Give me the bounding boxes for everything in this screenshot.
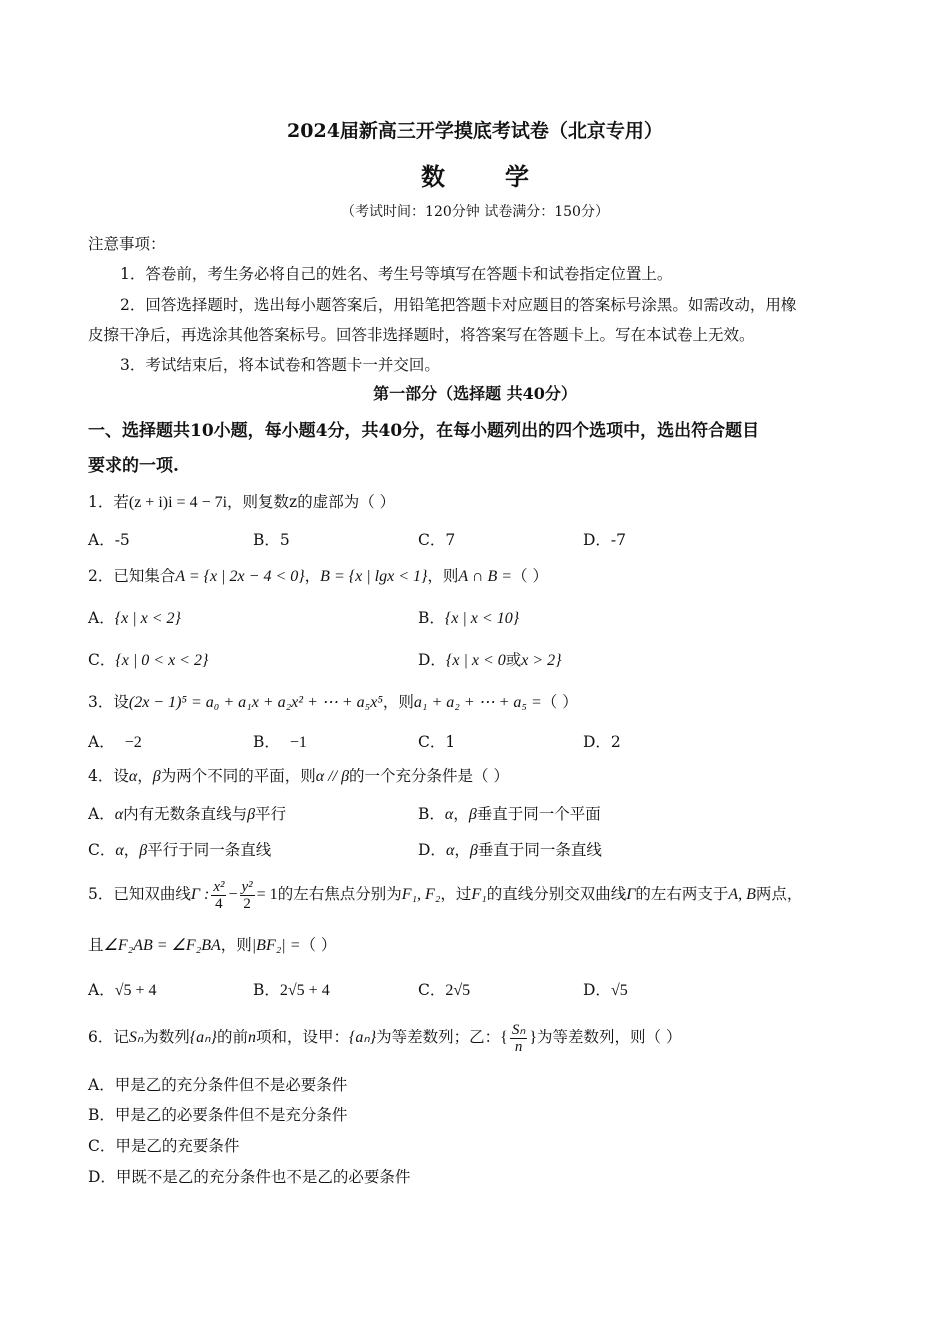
q3-tail: （ ） [541, 693, 578, 711]
q6-frac-den: n [514, 1038, 523, 1055]
note-2-line-1: 2．回答选择题时，选出每小题答案后，用铅笔把答题卡对应题目的答案标号涂黑。如需改动，用橡 [120, 296, 797, 314]
q4-option-b [418, 802, 601, 824]
q4-option-b-beta: β [468, 806, 477, 823]
q4-option-b-alpha: α [444, 806, 454, 823]
q4-option-a-text1: 内有无数条直线与 [123, 805, 248, 823]
q6-fraction [510, 1022, 527, 1055]
q6-prefix: 6．记 [88, 1028, 129, 1046]
q1-option-b: B．5 [253, 531, 290, 549]
q6-option-d: D．甲既不是乙的充分条件也不是乙的必要条件 [88, 1168, 411, 1186]
q4-comma: ， [137, 767, 153, 785]
q3-prefix: 3．设 [88, 693, 129, 711]
q5-option-c-label: C． [418, 981, 446, 999]
q3-option-a [88, 730, 142, 752]
q5-option-c [418, 978, 470, 1000]
q1-prefix: 1．若 [88, 493, 129, 511]
q3-option-a-label: A． [88, 733, 115, 751]
question-4 [88, 764, 509, 786]
q4-option-c-text: 平行于同一条直线 [147, 841, 272, 859]
q6-an2: {aₙ} [348, 1029, 377, 1046]
q2-option-c [88, 648, 208, 670]
q2-prefix: 2．已知集合 [88, 567, 176, 585]
question-1 [88, 490, 395, 512]
q2-tail: （ ） [512, 567, 548, 585]
q4-prefix: 4．设 [88, 767, 129, 785]
q5-option-a-value: √5 + 4 [114, 982, 157, 999]
q4-option-a-text2: 平行 [255, 805, 287, 823]
q4-option-b-text: 垂直于同一个平面 [476, 805, 601, 823]
q4-option-c-alpha: α [115, 842, 124, 859]
q5-text4: 的左右两支于 [635, 885, 729, 903]
q3-option-b [253, 730, 307, 752]
q5-option-b-label: B． [253, 981, 280, 999]
q4-option-d-text: 垂直于同一条直线 [477, 841, 602, 859]
q2-option-d-part1: {x | x < 0 [445, 652, 506, 669]
q1-option-c: C．7 [418, 531, 456, 549]
q5-option-c-value: 2√5 [445, 982, 471, 999]
q4-alpha: α [128, 768, 138, 785]
question-5 [88, 876, 802, 913]
q4-option-a [88, 802, 286, 824]
q5-ab: A, B [728, 886, 756, 903]
question-2 [88, 564, 548, 586]
q5-option-d-label: D． [583, 981, 611, 999]
q5-option-a-label: A． [88, 981, 115, 999]
q5-two: 2 [243, 895, 251, 912]
q5-line-2 [88, 933, 336, 955]
subject-heading: 数学 [421, 162, 589, 191]
q2-option-a-label: A． [88, 609, 115, 627]
q5-option-a [88, 978, 157, 1000]
q2-expression: A ∩ B = [458, 568, 513, 585]
q4-suffix: 的一个充分条件是（ ） [349, 767, 509, 785]
q4-option-c-beta: β [139, 842, 148, 859]
question-6 [88, 1018, 681, 1057]
q5-option-d-value: √5 [610, 982, 628, 999]
q5-foci: F₁, F₂ [401, 886, 441, 903]
q3-sum: a₁ + a₂ + ⋯ + a₅ = [413, 694, 542, 711]
q5-option-d [583, 978, 628, 1000]
section-instruction-1: 一、选择题共10小题，每小题4分，共40分，在每小题列出的四个选项中，选出符合题目 [88, 421, 760, 441]
q4-option-c-comma: ， [123, 841, 140, 859]
q4-option-a-alpha: α [114, 806, 124, 823]
q5-fraction-x [211, 879, 226, 912]
section-title: 第一部分（选择题 共40分） [373, 384, 577, 403]
q4-option-b-comma: ， [453, 805, 469, 823]
q5-fraction-y [240, 879, 255, 912]
q1-suffix: ，则复数z的虚部为（ ） [227, 493, 396, 511]
q4-option-a-beta: β [247, 806, 256, 823]
q6-text2: 的前 [216, 1028, 248, 1046]
q6-text5: 为等差数列，则（ ） [537, 1028, 682, 1046]
q4-option-c-label: C． [88, 841, 116, 859]
q5-four: 4 [215, 895, 223, 912]
q5-text5: 两点， [755, 885, 803, 903]
q5-text3: 的直线分别交双曲线 [486, 885, 627, 903]
note-2-line-2: 皮擦干净后，再选涂其他答案标号。回答非选择题时，将答案写在答题卡上。写在本试卷上无效。 [88, 326, 755, 344]
q4-option-d-comma: ， [454, 841, 470, 859]
q2-option-d-label: D． [418, 651, 446, 669]
q5-text1: 的左右焦点分别为 [277, 885, 402, 903]
q6-option-c: C．甲是乙的充要条件 [88, 1137, 240, 1155]
q4-option-d-alpha: α [445, 842, 455, 859]
q6-left-brace: { [500, 1029, 508, 1046]
q2-option-b [418, 606, 519, 628]
q5-minus: − [228, 886, 238, 903]
q3-option-a-value: −2 [124, 734, 142, 751]
q5-equals-one: = 1 [256, 886, 278, 903]
q6-text4: 为等差数列；乙： [376, 1028, 501, 1046]
q3-then: ，则 [382, 693, 414, 711]
exam-title: 2024届新高三开学摸底考试卷（北京专用） [287, 120, 663, 142]
q2-option-d-part2: x > 2} [521, 652, 562, 669]
q4-option-d-beta: β [469, 842, 478, 859]
q6-right-brace: } [529, 1029, 538, 1046]
q6-sn: Sₙ [128, 1029, 144, 1046]
q1-expression: (z + i)i = 4 − 7i [128, 494, 228, 511]
notes-heading: 注意事项： [88, 235, 166, 253]
q6-text1: 为数列 [143, 1028, 190, 1046]
q2-option-b-label: B． [418, 609, 445, 627]
q2-then: ，则 [427, 567, 459, 585]
q5-x2: x² [213, 878, 225, 895]
q6-text3: 项和，设甲： [255, 1028, 349, 1046]
q4-option-a-label: A． [88, 805, 115, 823]
section-instruction-2: 要求的一项. [88, 456, 179, 476]
q2-sep: ， [304, 567, 321, 585]
q4-beta: β [152, 768, 161, 785]
q3-expression: (2x − 1)⁵ = a₀ + a₁x + a₂x² + ⋯ + a₅x⁵ [128, 694, 383, 711]
q1-option-a: A．-5 [88, 531, 130, 549]
q4-option-c [88, 838, 271, 860]
q5-gamma: Γ : [190, 886, 210, 903]
q2-option-d-or: 或 [505, 651, 522, 669]
q5-y2: y² [241, 878, 253, 895]
q5-text2: ，过 [440, 885, 472, 903]
q5-f1: F₁ [471, 886, 487, 903]
q2-option-b-value: {x | x < 10} [444, 610, 520, 627]
note-1: 1．答卷前，考生务必将自己的姓名、考生号等填写在答题卡和试卷指定位置上。 [120, 265, 673, 283]
q6-an: {aₙ} [189, 1029, 217, 1046]
q5-line2-tail: （ ） [300, 936, 337, 954]
q2-option-d [418, 648, 562, 670]
q6-n: n [247, 1029, 256, 1046]
q4-option-d [418, 838, 602, 860]
q2-set-a: A = {x | 2x − 4 < 0} [175, 568, 305, 585]
q6-option-b: B．甲是乙的必要条件但不是充分条件 [88, 1106, 348, 1124]
q2-set-b: B = {x | lgx < 1} [320, 568, 428, 585]
q2-option-a [88, 606, 181, 628]
q5-line2-then: ，则 [220, 936, 252, 954]
q4-option-d-label: D． [418, 841, 446, 859]
q4-parallel: α // β [315, 768, 350, 785]
note-3: 3．考试结束后，将本试卷和答题卡一并交回。 [120, 356, 440, 374]
q1-option-d: D．-7 [583, 531, 627, 549]
q5-bf2: |BF₂| = [251, 937, 301, 954]
q3-option-b-value: −1 [289, 734, 307, 751]
q3-option-c: C．1 [418, 733, 456, 751]
q2-option-c-label: C． [88, 651, 116, 669]
q2-option-a-value: {x | x < 2} [114, 610, 181, 627]
q5-prefix: 5．已知双曲线 [88, 885, 191, 903]
q5-line2-prefix: 且 [88, 936, 104, 954]
q3-option-b-label: B． [253, 733, 280, 751]
question-3 [88, 690, 578, 712]
q4-middle: 为两个不同的平面，则 [160, 767, 316, 785]
q5-gamma2: Γ [626, 886, 636, 903]
q3-option-d: D．2 [583, 733, 621, 751]
time-info: （考试时间：120分钟 试卷满分：150分） [341, 204, 609, 220]
q6-frac-num: Sₙ [511, 1021, 526, 1038]
q5-option-b-value: 2√5 + 4 [279, 982, 330, 999]
q5-option-b [253, 978, 330, 1000]
q2-option-c-value: {x | 0 < x < 2} [115, 652, 209, 669]
q5-angle-condition: ∠F₂AB = ∠F₂BA [103, 937, 221, 954]
q6-option-a: A．甲是乙的充分条件但不是必要条件 [88, 1076, 348, 1094]
q4-option-b-label: B． [418, 805, 445, 823]
